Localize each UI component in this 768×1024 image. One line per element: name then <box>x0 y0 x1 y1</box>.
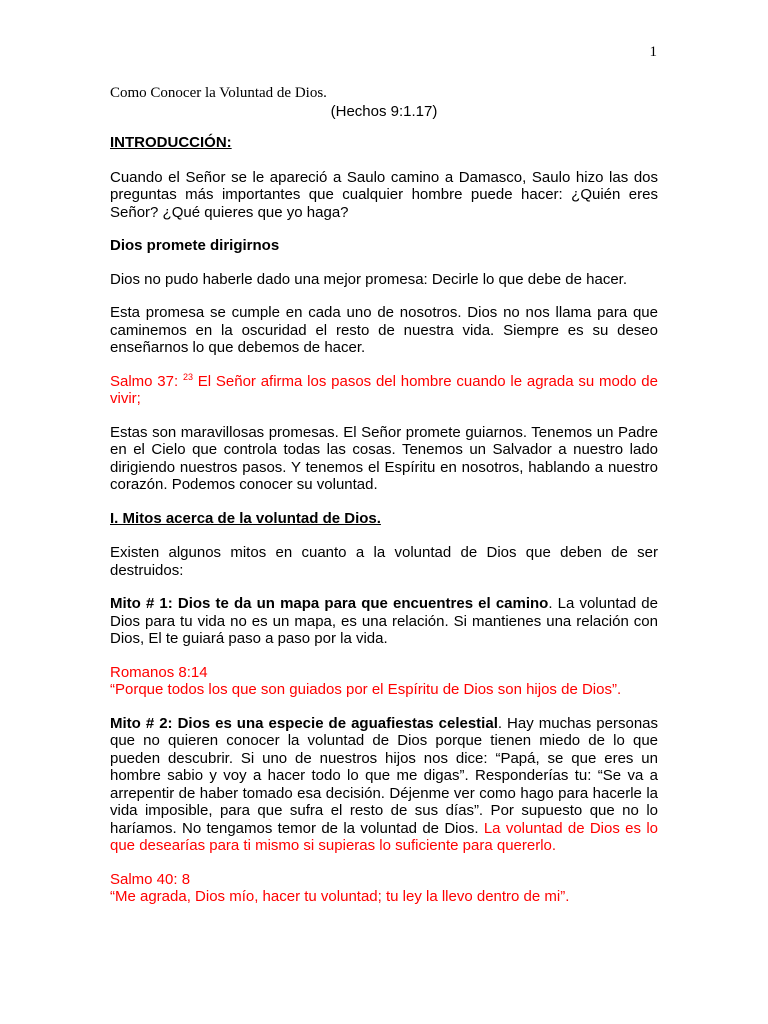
mito-1-text: . La voluntad de Dios para tu vida no es un mapa, es una relación. Si mantienes una relación con Dios, El te guiará paso a paso por la vida. <box>110 595 658 647</box>
page-number: 1 <box>649 44 657 60</box>
mito-2-paragraph <box>110 715 658 855</box>
paragraph-promise-1: Dios no pudo haberle dado una mejor promesa: Decirle lo que debe de hacer. <box>110 270 628 288</box>
salmo-37-ref: Salmo 37: <box>110 372 183 390</box>
salmo-37-verse-number: 23 <box>182 371 193 382</box>
document-title: Como Conocer la Voluntad de Dios. <box>110 85 327 101</box>
paragraph-promises: Estas son maravillosas promesas. El Señor promete guiarnos. Tenemos un Padre en el Cielo que controla todas las cosas. Tenemos un Salvador a nuestro lado dirigiendo nuestros pasos. Y tenemos el Espíritu en nosotros, hablando a nuestro corazón. Podemos conocer su voluntad. <box>110 423 658 493</box>
romanos-quote: “Porque todos los que son guiados por el Espíritu de Dios son hijos de Dios”. <box>110 681 622 698</box>
section-1-intro: Existen algunos mitos en cuanto a la voluntad de Dios que deben de ser destruidos: <box>110 544 658 579</box>
mito-2-text: . Hay muchas personas que no quieren conocer la voluntad de Dios porque tienen miedo de lo que pueden descubrir. Si uno de nuestros hijos nos dice: “Papá, se que eres un hombre sabio y voy a hacer todo lo que me digas”. Responderías tu: “Se va a arrepentir de haber tomado esa decisión. Déjenme ver como hago para hacerle la vida imposible, para que sufra el resto de sus días”. Por supuesto que no lo haríamos. No tengamos temor de la voluntad de Dios. <box>110 714 658 837</box>
section-1-heading: I. Mitos acerca de la voluntad de Dios. <box>110 509 381 527</box>
intro-heading: INTRODUCCIÓN: <box>110 134 232 151</box>
salmo-37-text: El Señor afirma los pasos del hombre cuando le agrada su modo de vivir; <box>110 372 658 407</box>
subheading-promise: Dios promete dirigirnos <box>110 237 280 254</box>
romanos-verse <box>110 664 658 699</box>
intro-paragraph: Cuando el Señor se le apareció a Saulo camino a Damasco, Saulo hizo las dos preguntas más importantes que cualquier hombre puede hacer: ¿Quién eres Señor? ¿Qué quieres que yo haga? <box>110 168 658 221</box>
salmo-37-verse <box>110 373 658 408</box>
mito-2-title: Mito # 2: Dios es una especie de aguafiestas celestial <box>110 714 498 732</box>
romanos-ref: Romanos 8:14 <box>110 663 208 681</box>
salmo-40-ref: Salmo 40: 8 <box>110 870 191 888</box>
paragraph-promise-2: Esta promesa se cumple en cada uno de nosotros. Dios no nos llama para que caminemos en la oscuridad el resto de nuestra vida. Siempre es su deseo enseñarnos lo que debemos de hacer. <box>110 304 658 356</box>
mito-1-paragraph <box>110 595 658 648</box>
salmo-40-quote: “Me agrada, Dios mío, hacer tu voluntad; tu ley la llevo dentro de mi”. <box>110 888 570 905</box>
mito-2-emphasis: La voluntad de Dios es lo que desearías para ti mismo si supieras lo suficiente para quererlo. <box>110 819 658 854</box>
document-body <box>110 85 658 922</box>
mito-1-title: Mito # 1: Dios te da un mapa para que encuentres el camino <box>110 595 549 612</box>
salmo-40-verse <box>110 871 658 906</box>
scripture-reference: (Hechos 9:1.17) <box>330 102 438 120</box>
